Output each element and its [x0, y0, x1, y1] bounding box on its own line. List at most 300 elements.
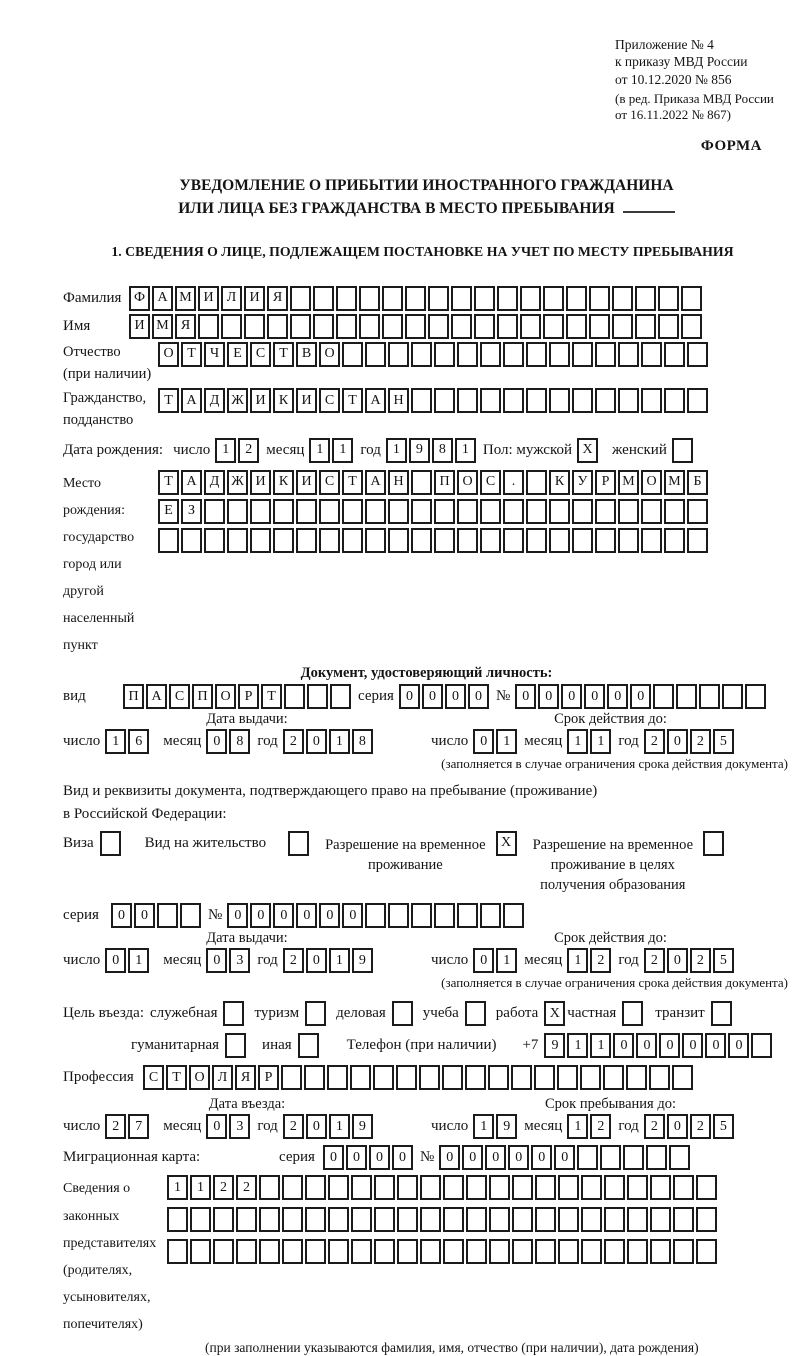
char-box[interactable]	[722, 684, 743, 709]
char-box[interactable]: 2	[590, 1114, 611, 1139]
char-box[interactable]	[664, 342, 685, 367]
char-box[interactable]: 0	[227, 903, 248, 928]
char-box[interactable]	[428, 286, 449, 311]
char-box[interactable]: 0	[319, 903, 340, 928]
char-box[interactable]	[618, 342, 639, 367]
char-box[interactable]	[342, 528, 363, 553]
char-box[interactable]	[681, 286, 702, 311]
char-box[interactable]	[382, 314, 403, 339]
char-box[interactable]: 0	[250, 903, 271, 928]
char-box[interactable]	[336, 314, 357, 339]
char-box[interactable]	[281, 1065, 302, 1090]
char-box[interactable]	[549, 528, 570, 553]
residence-issue-year[interactable]	[283, 948, 375, 973]
char-box[interactable]: 0	[636, 1033, 657, 1058]
char-box[interactable]: М	[618, 470, 639, 495]
char-box[interactable]	[566, 314, 587, 339]
citizenship-field[interactable]	[158, 388, 710, 413]
char-box[interactable]	[664, 528, 685, 553]
residence-number-field[interactable]	[227, 903, 526, 928]
char-box[interactable]	[745, 684, 766, 709]
char-box[interactable]	[411, 903, 432, 928]
char-box[interactable]	[342, 342, 363, 367]
char-box[interactable]: 0	[369, 1145, 390, 1170]
char-box[interactable]	[618, 528, 639, 553]
char-box[interactable]: 8	[432, 438, 453, 463]
char-box[interactable]	[273, 499, 294, 524]
char-box[interactable]	[626, 1065, 647, 1090]
char-box[interactable]: Ж	[227, 388, 248, 413]
char-box[interactable]: 1	[567, 948, 588, 973]
char-box[interactable]	[388, 342, 409, 367]
char-box[interactable]: Е	[158, 499, 179, 524]
char-box[interactable]: О	[319, 342, 340, 367]
char-box[interactable]	[374, 1175, 395, 1200]
char-box[interactable]	[480, 499, 501, 524]
char-box[interactable]: 0	[342, 903, 363, 928]
char-box[interactable]	[520, 314, 541, 339]
char-box[interactable]	[641, 499, 662, 524]
char-box[interactable]: 2	[590, 948, 611, 973]
representatives-line-1[interactable]	[167, 1175, 719, 1200]
doc-number-field[interactable]	[515, 684, 768, 709]
purpose-study-checkbox[interactable]	[465, 1001, 488, 1026]
char-box[interactable]	[420, 1207, 441, 1232]
char-box[interactable]	[190, 1207, 211, 1232]
char-box[interactable]	[557, 1065, 578, 1090]
identity-issue-day[interactable]	[105, 729, 151, 754]
char-box[interactable]	[204, 499, 225, 524]
char-box[interactable]	[397, 1207, 418, 1232]
char-box[interactable]: 1	[332, 438, 353, 463]
char-box[interactable]	[627, 1207, 648, 1232]
representatives-line-3[interactable]	[167, 1239, 719, 1264]
char-box[interactable]	[382, 286, 403, 311]
char-box[interactable]: 0	[273, 903, 294, 928]
char-box[interactable]: 0	[473, 948, 494, 973]
char-box[interactable]: 0	[705, 1033, 726, 1058]
char-box[interactable]: А	[146, 684, 167, 709]
char-box[interactable]	[703, 831, 724, 856]
char-box[interactable]	[489, 1207, 510, 1232]
char-box[interactable]: 6	[128, 729, 149, 754]
char-box[interactable]: 2	[644, 729, 665, 754]
purpose-other-checkbox[interactable]	[298, 1033, 321, 1058]
stay-day[interactable]	[473, 1114, 519, 1139]
char-box[interactable]: 1	[590, 1033, 611, 1058]
char-box[interactable]: М	[152, 314, 173, 339]
char-box[interactable]: 2	[690, 948, 711, 973]
char-box[interactable]	[227, 528, 248, 553]
char-box[interactable]: 0	[508, 1145, 529, 1170]
char-box[interactable]	[577, 1145, 598, 1170]
char-box[interactable]	[351, 1239, 372, 1264]
char-box[interactable]: О	[215, 684, 236, 709]
char-box[interactable]: Т	[261, 684, 282, 709]
char-box[interactable]	[451, 286, 472, 311]
char-box[interactable]	[411, 342, 432, 367]
char-box[interactable]: Р	[595, 470, 616, 495]
char-box[interactable]	[359, 314, 380, 339]
char-box[interactable]	[298, 1033, 319, 1058]
char-box[interactable]	[673, 1175, 694, 1200]
char-box[interactable]	[581, 1175, 602, 1200]
char-box[interactable]: 1	[386, 438, 407, 463]
char-box[interactable]: И	[198, 286, 219, 311]
char-box[interactable]: 9	[544, 1033, 565, 1058]
char-box[interactable]	[696, 1239, 717, 1264]
stay-year[interactable]	[644, 1114, 736, 1139]
char-box[interactable]	[198, 314, 219, 339]
char-box[interactable]	[672, 1065, 693, 1090]
char-box[interactable]: 0	[206, 729, 227, 754]
doc-series-field[interactable]	[399, 684, 491, 709]
char-box[interactable]: 0	[134, 903, 155, 928]
char-box[interactable]	[397, 1239, 418, 1264]
char-box[interactable]	[673, 1207, 694, 1232]
char-box[interactable]	[267, 314, 288, 339]
char-box[interactable]	[223, 1001, 244, 1026]
char-box[interactable]	[653, 684, 674, 709]
char-box[interactable]	[250, 528, 271, 553]
char-box[interactable]: 0	[667, 948, 688, 973]
char-box[interactable]: И	[244, 286, 265, 311]
char-box[interactable]	[696, 1207, 717, 1232]
char-box[interactable]: И	[129, 314, 150, 339]
char-box[interactable]: 3	[229, 1114, 250, 1139]
char-box[interactable]	[566, 286, 587, 311]
char-box[interactable]	[595, 388, 616, 413]
purpose-business-checkbox[interactable]	[392, 1001, 415, 1026]
char-box[interactable]	[535, 1175, 556, 1200]
char-box[interactable]	[480, 388, 501, 413]
char-box[interactable]	[319, 528, 340, 553]
char-box[interactable]	[480, 342, 501, 367]
purpose-official-checkbox[interactable]	[223, 1001, 246, 1026]
char-box[interactable]	[365, 903, 386, 928]
char-box[interactable]	[480, 528, 501, 553]
char-box[interactable]: 1	[190, 1175, 211, 1200]
char-box[interactable]	[572, 388, 593, 413]
char-box[interactable]: 5	[713, 948, 734, 973]
char-box[interactable]	[526, 499, 547, 524]
char-box[interactable]	[388, 903, 409, 928]
char-box[interactable]: 0	[667, 729, 688, 754]
char-box[interactable]	[589, 314, 610, 339]
residence-valid-month[interactable]	[567, 948, 613, 973]
char-box[interactable]	[673, 1239, 694, 1264]
residence-series-field[interactable]	[111, 903, 203, 928]
char-box[interactable]: 5	[713, 1114, 734, 1139]
char-box[interactable]	[180, 903, 201, 928]
char-box[interactable]	[365, 499, 386, 524]
char-box[interactable]: 0	[206, 948, 227, 973]
char-box[interactable]: И	[296, 388, 317, 413]
char-box[interactable]	[428, 314, 449, 339]
char-box[interactable]	[405, 286, 426, 311]
char-box[interactable]	[751, 1033, 772, 1058]
char-box[interactable]	[511, 1065, 532, 1090]
char-box[interactable]	[526, 342, 547, 367]
char-box[interactable]	[313, 314, 334, 339]
visa-checkbox[interactable]	[100, 831, 123, 856]
char-box[interactable]	[604, 1175, 625, 1200]
char-box[interactable]: Т	[342, 470, 363, 495]
identity-valid-day[interactable]	[473, 729, 519, 754]
char-box[interactable]	[672, 438, 693, 463]
entry-month[interactable]	[206, 1114, 252, 1139]
char-box[interactable]	[512, 1175, 533, 1200]
char-box[interactable]	[600, 1145, 621, 1170]
char-box[interactable]	[451, 314, 472, 339]
char-box[interactable]	[359, 286, 380, 311]
char-box[interactable]: 0	[485, 1145, 506, 1170]
char-box[interactable]: 9	[496, 1114, 517, 1139]
char-box[interactable]	[650, 1207, 671, 1232]
char-box[interactable]: Р	[258, 1065, 279, 1090]
char-box[interactable]: Д	[204, 388, 225, 413]
char-box[interactable]: 0	[392, 1145, 413, 1170]
char-box[interactable]	[641, 528, 662, 553]
char-box[interactable]: 0	[445, 684, 466, 709]
given-name-field[interactable]	[129, 314, 704, 339]
identity-valid-year[interactable]	[644, 729, 736, 754]
char-box[interactable]	[503, 342, 524, 367]
char-box[interactable]	[419, 1065, 440, 1090]
char-box[interactable]: Н	[388, 470, 409, 495]
char-box[interactable]	[288, 831, 309, 856]
char-box[interactable]	[204, 528, 225, 553]
char-box[interactable]	[604, 1239, 625, 1264]
char-box[interactable]: 3	[229, 948, 250, 973]
char-box[interactable]	[558, 1207, 579, 1232]
char-box[interactable]: 0	[584, 684, 605, 709]
char-box[interactable]: .	[503, 470, 524, 495]
char-box[interactable]: 2	[236, 1175, 257, 1200]
char-box[interactable]	[687, 499, 708, 524]
char-box[interactable]	[434, 388, 455, 413]
char-box[interactable]	[273, 528, 294, 553]
char-box[interactable]: О	[189, 1065, 210, 1090]
temp-residence-checkbox[interactable]	[496, 831, 519, 856]
char-box[interactable]	[250, 499, 271, 524]
char-box[interactable]	[319, 499, 340, 524]
char-box[interactable]: 2	[105, 1114, 126, 1139]
char-box[interactable]: Я	[267, 286, 288, 311]
char-box[interactable]	[181, 528, 202, 553]
char-box[interactable]	[411, 528, 432, 553]
char-box[interactable]: 9	[409, 438, 430, 463]
char-box[interactable]: К	[549, 470, 570, 495]
char-box[interactable]: 1	[473, 1114, 494, 1139]
char-box[interactable]	[397, 1175, 418, 1200]
phone-field[interactable]	[544, 1033, 774, 1058]
char-box[interactable]	[434, 528, 455, 553]
char-box[interactable]: 0	[728, 1033, 749, 1058]
char-box[interactable]	[351, 1175, 372, 1200]
purpose-work-checkbox[interactable]	[544, 1001, 567, 1026]
char-box[interactable]: 1	[567, 1033, 588, 1058]
char-box[interactable]: А	[365, 388, 386, 413]
profession-field[interactable]	[143, 1065, 695, 1090]
char-box[interactable]: 0	[323, 1145, 344, 1170]
char-box[interactable]	[497, 314, 518, 339]
patronymic-field[interactable]	[158, 342, 710, 367]
char-box[interactable]: А	[365, 470, 386, 495]
char-box[interactable]	[330, 684, 351, 709]
char-box[interactable]: 2	[644, 948, 665, 973]
char-box[interactable]: П	[192, 684, 213, 709]
char-box[interactable]	[687, 342, 708, 367]
char-box[interactable]: Ч	[204, 342, 225, 367]
char-box[interactable]	[365, 342, 386, 367]
entry-day[interactable]	[105, 1114, 151, 1139]
char-box[interactable]: Ж	[227, 470, 248, 495]
char-box[interactable]: О	[158, 342, 179, 367]
char-box[interactable]: У	[572, 470, 593, 495]
char-box[interactable]	[282, 1175, 303, 1200]
char-box[interactable]	[681, 314, 702, 339]
char-box[interactable]	[457, 388, 478, 413]
char-box[interactable]	[411, 388, 432, 413]
char-box[interactable]: Т	[273, 342, 294, 367]
char-box[interactable]	[296, 528, 317, 553]
char-box[interactable]	[595, 499, 616, 524]
residence-permit-checkbox[interactable]	[288, 831, 311, 856]
char-box[interactable]: 7	[128, 1114, 149, 1139]
char-box[interactable]	[658, 314, 679, 339]
char-box[interactable]	[572, 528, 593, 553]
char-box[interactable]	[696, 1175, 717, 1200]
char-box[interactable]	[534, 1065, 555, 1090]
char-box[interactable]	[635, 286, 656, 311]
char-box[interactable]	[259, 1239, 280, 1264]
char-box[interactable]: 0	[462, 1145, 483, 1170]
char-box[interactable]: 1	[105, 729, 126, 754]
stay-month[interactable]	[567, 1114, 613, 1139]
char-box[interactable]	[157, 903, 178, 928]
char-box[interactable]: И	[296, 470, 317, 495]
char-box[interactable]	[374, 1239, 395, 1264]
char-box[interactable]	[167, 1239, 188, 1264]
char-box[interactable]	[650, 1175, 671, 1200]
char-box[interactable]: 0	[515, 684, 536, 709]
char-box[interactable]: Ф	[129, 286, 150, 311]
char-box[interactable]	[290, 314, 311, 339]
char-box[interactable]	[595, 528, 616, 553]
char-box[interactable]	[434, 342, 455, 367]
char-box[interactable]	[290, 286, 311, 311]
char-box[interactable]	[420, 1239, 441, 1264]
char-box[interactable]	[336, 286, 357, 311]
char-box[interactable]: 0	[346, 1145, 367, 1170]
residence-issue-month[interactable]	[206, 948, 252, 973]
char-box[interactable]	[618, 388, 639, 413]
char-box[interactable]	[351, 1207, 372, 1232]
char-box[interactable]	[488, 1065, 509, 1090]
char-box[interactable]: А	[181, 470, 202, 495]
char-box[interactable]: С	[143, 1065, 164, 1090]
char-box[interactable]	[581, 1239, 602, 1264]
char-box[interactable]	[650, 1239, 671, 1264]
char-box[interactable]: 9	[352, 1114, 373, 1139]
char-box[interactable]	[480, 903, 501, 928]
char-box[interactable]: 8	[352, 729, 373, 754]
char-box[interactable]	[282, 1239, 303, 1264]
char-box[interactable]: З	[181, 499, 202, 524]
char-box[interactable]: В	[296, 342, 317, 367]
char-box[interactable]	[158, 528, 179, 553]
char-box[interactable]	[167, 1207, 188, 1232]
char-box[interactable]	[543, 286, 564, 311]
char-box[interactable]	[646, 1145, 667, 1170]
char-box[interactable]: Н	[388, 388, 409, 413]
char-box[interactable]	[244, 314, 265, 339]
char-box[interactable]: С	[319, 388, 340, 413]
char-box[interactable]: 0	[473, 729, 494, 754]
char-box[interactable]	[512, 1207, 533, 1232]
char-box[interactable]: Т	[158, 470, 179, 495]
char-box[interactable]	[699, 684, 720, 709]
surname-field[interactable]	[129, 286, 704, 311]
char-box[interactable]: X	[496, 831, 517, 856]
char-box[interactable]	[388, 528, 409, 553]
char-box[interactable]	[526, 388, 547, 413]
char-box[interactable]: 0	[561, 684, 582, 709]
char-box[interactable]	[503, 388, 524, 413]
char-box[interactable]: М	[664, 470, 685, 495]
char-box[interactable]	[549, 499, 570, 524]
char-box[interactable]	[434, 903, 455, 928]
char-box[interactable]	[687, 388, 708, 413]
residence-valid-day[interactable]	[473, 948, 519, 973]
char-box[interactable]	[618, 499, 639, 524]
char-box[interactable]: Д	[204, 470, 225, 495]
char-box[interactable]	[304, 1065, 325, 1090]
doc-kind-field[interactable]	[123, 684, 353, 709]
char-box[interactable]	[305, 1239, 326, 1264]
char-box[interactable]	[465, 1001, 486, 1026]
char-box[interactable]	[327, 1065, 348, 1090]
char-box[interactable]: 1	[215, 438, 236, 463]
purpose-humanitarian-checkbox[interactable]	[225, 1033, 248, 1058]
char-box[interactable]: X	[544, 1001, 565, 1026]
char-box[interactable]	[549, 342, 570, 367]
char-box[interactable]	[627, 1239, 648, 1264]
char-box[interactable]	[687, 528, 708, 553]
char-box[interactable]: 0	[399, 684, 420, 709]
birth-month-field[interactable]	[309, 438, 355, 463]
char-box[interactable]	[305, 1207, 326, 1232]
char-box[interactable]	[373, 1065, 394, 1090]
char-box[interactable]: 1	[590, 729, 611, 754]
char-box[interactable]: 0	[667, 1114, 688, 1139]
char-box[interactable]: 0	[613, 1033, 634, 1058]
char-box[interactable]	[411, 470, 432, 495]
char-box[interactable]: 1	[567, 729, 588, 754]
char-box[interactable]	[520, 286, 541, 311]
char-box[interactable]: 2	[644, 1114, 665, 1139]
char-box[interactable]	[282, 1207, 303, 1232]
char-box[interactable]: Л	[221, 286, 242, 311]
char-box[interactable]: Т	[166, 1065, 187, 1090]
char-box[interactable]	[392, 1001, 413, 1026]
char-box[interactable]	[612, 314, 633, 339]
female-checkbox[interactable]	[672, 438, 695, 463]
char-box[interactable]	[549, 388, 570, 413]
char-box[interactable]: И	[250, 388, 271, 413]
char-box[interactable]	[443, 1207, 464, 1232]
